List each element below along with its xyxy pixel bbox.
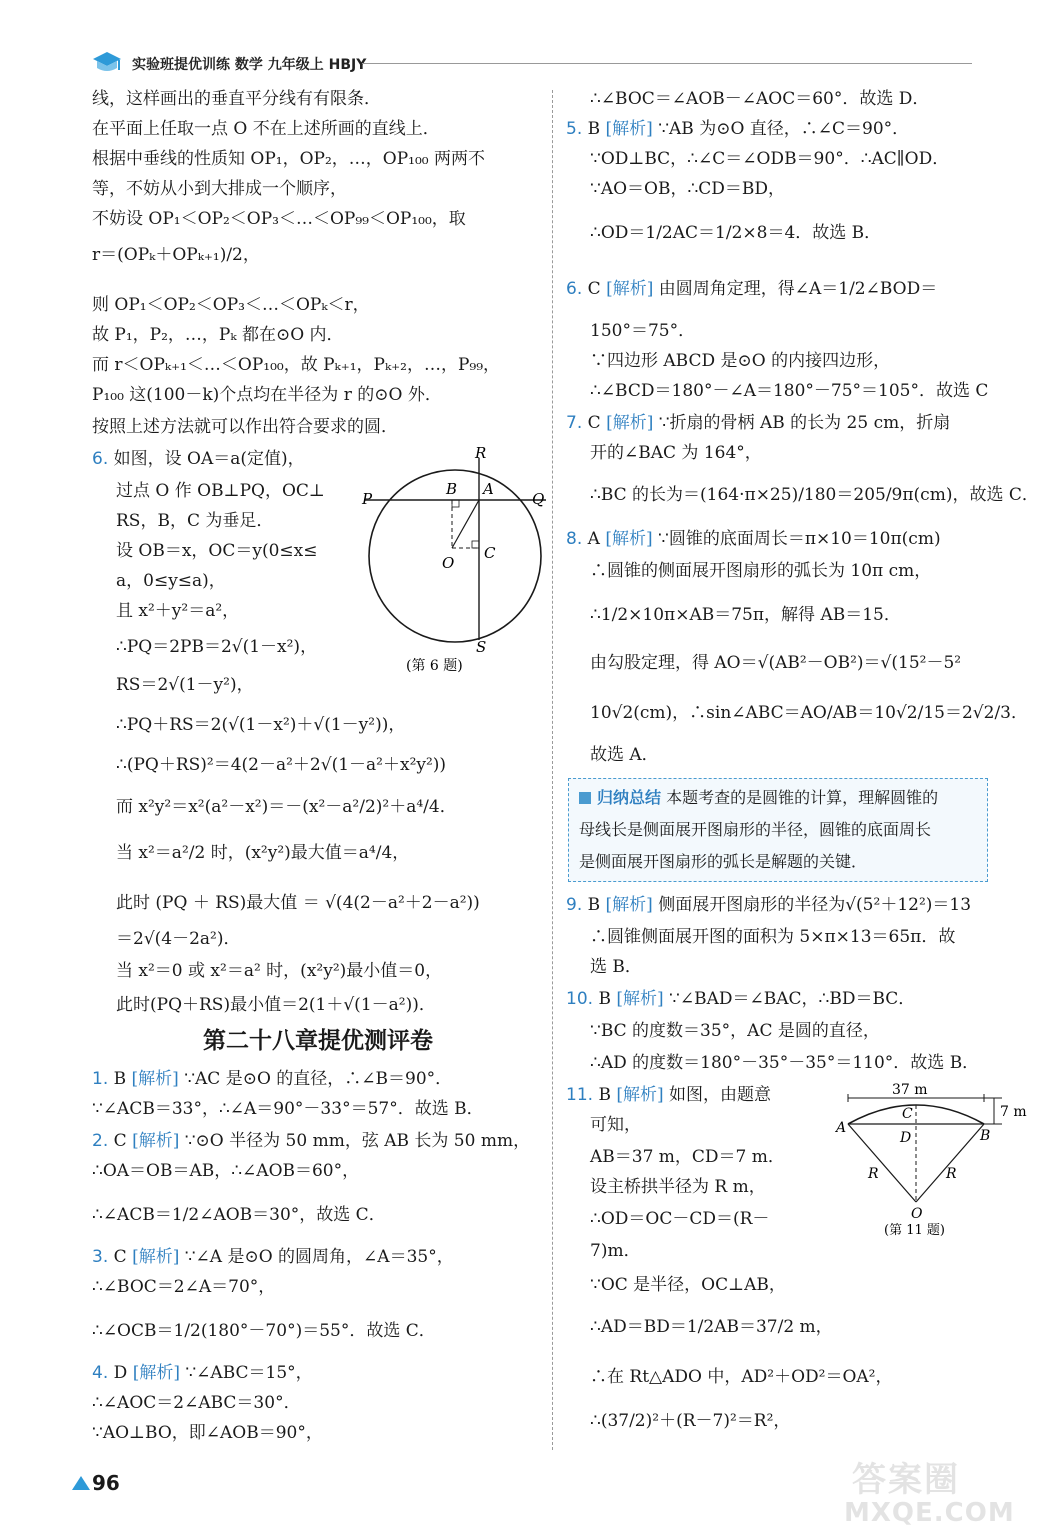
- label-A: A: [836, 1120, 847, 1136]
- answer-number: 1.: [92, 1069, 109, 1089]
- circle-diagram: [360, 444, 550, 676]
- label-O: O: [442, 554, 455, 572]
- analysis-tag: [解析]: [605, 895, 653, 915]
- text-line: ∴∠BOC＝∠AOB－∠AOC＝60°．故选 D．: [590, 89, 930, 109]
- text-line: 根据中垂线的性质知 OP₁，OP₂，…，OP₁₀₀ 两两不: [92, 149, 486, 169]
- answer-4: [92, 1362, 313, 1384]
- answer-choice: B: [113, 1069, 127, 1089]
- answer-10: [566, 988, 915, 1010]
- page-number: 96: [92, 1471, 120, 1495]
- answer-choice: C: [587, 413, 601, 433]
- answer-choice: A: [587, 529, 600, 549]
- summary-icon: [579, 792, 591, 804]
- text-line: ∵四边形 ABCD 是⊙O 的内接四边形，: [590, 351, 891, 371]
- text-line: 在平面上任取一点 O 不在上述所画的直线上．: [92, 119, 440, 139]
- text-line: AB＝37 m，CD＝7 m．: [590, 1147, 785, 1167]
- analysis-tag: [解析]: [132, 1131, 180, 1151]
- label-R-right: R: [946, 1166, 957, 1182]
- left-answers: [92, 1064, 544, 1454]
- text-line: 线，这样画出的垂直平分线有有限条．: [92, 89, 381, 109]
- text-line: ∵AO⊥BO，即∠AOB＝90°，: [92, 1423, 323, 1443]
- figure-caption: (第 11 题): [884, 1223, 945, 1238]
- answer-number: 2.: [92, 1131, 109, 1151]
- answer-number: 3.: [92, 1247, 109, 1267]
- answer-2: [92, 1130, 530, 1152]
- text-line: ∴OD＝1/2AC＝1/2×8＝4．故选 B．: [590, 223, 882, 243]
- figure-caption: (第 6 题): [406, 658, 463, 674]
- text-line: ∴∠BOC＝2∠A＝70°，: [92, 1277, 276, 1297]
- label-P: P: [362, 490, 373, 508]
- text-line: ∵AB 为⊙O 直径，∴∠C＝90°．: [658, 119, 910, 139]
- text-line: 当 x²＝0 或 x²＝a² 时，(x²y²)最小值＝0，: [116, 961, 443, 981]
- summary-tag: 归纳总结: [597, 788, 662, 807]
- answer-8: [566, 528, 941, 550]
- text-line: ∵∠ABC＝15°，: [185, 1363, 313, 1383]
- text-line: ∵AO＝OB，∴CD＝BD，: [590, 179, 786, 199]
- text-line: 150°＝75°．: [590, 321, 696, 341]
- answer-number: 11.: [566, 1085, 594, 1105]
- text-line: 按照上述方法就可以作出符合要求的圆．: [92, 417, 398, 437]
- watermark-text: 答案圈: [852, 1460, 960, 1500]
- text-line: 且 x²＋y²＝a²，: [116, 601, 240, 621]
- text-line: ∵BC 的度数＝35°，AC 是圆的直径，: [590, 1021, 880, 1041]
- width-label: 37 m: [892, 1082, 928, 1098]
- chapter-title: 第二十八章提优测评卷: [203, 1028, 433, 1054]
- text-line: ∴∠ACB＝1/2∠AOB＝30°，故选 C．: [92, 1205, 386, 1225]
- text-line: 由圆周角定理，得∠A＝1/2∠BOD＝: [658, 279, 938, 299]
- text-line: ∵折扇的骨柄 AB 的长为 25 cm，折扇: [658, 413, 951, 433]
- analysis-tag: [解析]: [605, 529, 653, 549]
- text-line: 由勾股定理，得 AO＝√(AB²－OB²)＝√(15²－5²: [590, 653, 962, 673]
- text-line: 过点 O 作 OB⊥PQ，OC⊥: [116, 481, 325, 501]
- book-logo-icon: [92, 50, 122, 76]
- answer-choice: B: [587, 895, 601, 915]
- text-line: ∵OD⊥BC，∴∠C＝∠ODB＝90°．∴AC∥OD．: [590, 149, 950, 169]
- label-R-left: R: [868, 1166, 879, 1182]
- analysis-tag: [解析]: [606, 413, 654, 433]
- text-line: ∴OD＝OC－CD＝(R－: [590, 1209, 770, 1229]
- text-line: ∴OA＝OB＝AB，∴∠AOB＝60°，: [92, 1161, 360, 1181]
- summary-line: [579, 787, 938, 809]
- text-line: 如图，由题意: [669, 1085, 772, 1105]
- label-O: O: [911, 1206, 923, 1222]
- text-line: ∴圆锥的侧面展开图扇形的弧长为 10π cm，: [590, 561, 932, 581]
- text-line: 母线长是侧面展开图扇形的半径，圆锥的底面周长: [579, 820, 932, 839]
- book-title: 实验班提优训练 数学 九年级上 HBJY: [132, 57, 367, 73]
- text-line: ∵AC 是⊙O 的直径，∴∠B＝90°．: [184, 1069, 453, 1089]
- analysis-tag: [解析]: [131, 1069, 179, 1089]
- text-line: 故 P₁，P₂，…，Pₖ 都在⊙O 内．: [92, 325, 344, 345]
- text-line: ∴(PQ＋RS)²＝4(2－a²＋2√(1－a²＋x²y²)): [116, 755, 447, 775]
- text-line: P₁₀₀ 这(100－k)个点均在半径为 r 的⊙O 外．: [92, 385, 442, 405]
- header-rule: [362, 63, 972, 64]
- answer-1: [92, 1068, 452, 1090]
- question-6-first-line: [92, 448, 305, 470]
- text-line: 则 OP₁＜OP₂＜OP₃＜…＜OPₖ＜r，: [92, 295, 370, 315]
- answer-choice: B: [587, 119, 601, 139]
- answer-number: 6.: [566, 279, 583, 299]
- label-A: A: [483, 480, 494, 498]
- figure-q11: [834, 1080, 1027, 1240]
- answer-choice: C: [113, 1131, 127, 1151]
- text-line: ∴PQ＋RS＝2(√(1－x²)＋√(1－y²))，: [116, 715, 406, 735]
- analysis-tag: [解析]: [616, 989, 664, 1009]
- analysis-tag: [解析]: [132, 1363, 180, 1383]
- text-line: 此时 (PQ ＋ RS)最大值 ＝ √(4(2－a²＋2－a²)): [116, 893, 480, 913]
- page-number-badge: [72, 1470, 132, 1500]
- text-line: 此时(PQ＋RS)最小值＝2(1＋√(1－a²))．: [116, 995, 436, 1015]
- answer-number: 8.: [566, 529, 583, 549]
- answer-5: [566, 118, 909, 140]
- text-line: 侧面展开图扇形的半径为√(5²＋12²)＝13: [658, 895, 972, 915]
- text-line: ∵圆锥的底面周长＝π×10＝10π(cm): [658, 529, 941, 549]
- page-header: [92, 48, 982, 78]
- answer-choice: B: [598, 989, 611, 1009]
- watermark-url: MXQE.COM: [844, 1498, 1015, 1528]
- text-line: ∴AD 的度数＝180°－35°－35°＝110°．故选 B．: [590, 1053, 980, 1073]
- text-line: r＝(OPₖ＋OPₖ₊₁)/2，: [92, 245, 260, 265]
- answer-3: [92, 1246, 454, 1268]
- text-line: ∴∠BCD＝180°－∠A＝180°－75°＝105°．故选 C: [590, 381, 989, 401]
- text-line: ∵⊙O 半径为 50 mm，弦 AB 长为 50 mm，: [184, 1131, 531, 1151]
- text-line: RS＝2√(1－y²)，: [116, 675, 254, 695]
- text-line: 如图，设 OA＝a(定值)，: [113, 449, 305, 469]
- answer-6: [566, 278, 937, 300]
- text-line: ∴1/2×10π×AB＝75π，解得 AB＝15．: [590, 605, 901, 625]
- arrow-up-icon: [72, 1476, 90, 1490]
- text-line: 而 x²y²＝x²(a²－x²)＝－(x²－a²/2)²＋a⁴/4．: [116, 797, 457, 817]
- label-D: D: [900, 1130, 912, 1146]
- text-line: 等，不妨从小到大排成一个顺序，: [92, 179, 347, 199]
- analysis-tag: [解析]: [616, 1085, 664, 1105]
- label-R: R: [475, 444, 487, 462]
- column-divider: [552, 90, 553, 1450]
- text-line: 当 x²＝a²/2 时，(x²y²)最大值＝a⁴/4，: [116, 843, 410, 863]
- text-line: RS，B，C 为垂足．: [116, 511, 274, 531]
- analysis-tag: [解析]: [605, 119, 653, 139]
- analysis-tag: [解析]: [606, 279, 654, 299]
- text-line: ∵∠A 是⊙O 的圆周角，∠A＝35°，: [184, 1247, 454, 1267]
- text-line: 而 r＜OPₖ₊₁＜…＜OP₁₀₀，故 Pₖ₊₁，Pₖ₊₂，…，P₉₉，: [92, 355, 501, 375]
- text-line: 本题考查的是圆锥的计算，理解圆锥的: [666, 788, 939, 807]
- answer-number: 4.: [92, 1363, 109, 1383]
- text-line: ∴∠OCB＝1/2(180°－70°)＝55°．故选 C．: [92, 1321, 436, 1341]
- text-line: 设 OB＝x，OC＝y(0≤x≤: [116, 541, 318, 561]
- question-number: 6.: [92, 449, 109, 469]
- text-line: ∴圆锥侧面展开图的面积为 5×π×13＝65π．故: [590, 927, 956, 947]
- summary-box: [568, 778, 988, 882]
- answer-number: 10.: [566, 989, 594, 1009]
- height-label: 7 m: [1000, 1104, 1027, 1120]
- text-line: ∴BC 的长为＝(164·π×25)/180＝205/9π(cm)，故选 C．: [590, 485, 1039, 505]
- answer-9: [566, 894, 971, 916]
- answer-number: 7.: [566, 413, 583, 433]
- text-line: 设主桥拱半径为 R m，: [590, 1177, 766, 1197]
- answer-number: 5.: [566, 119, 583, 139]
- text-line: 故选 A．: [590, 745, 659, 765]
- text-line: 选 B．: [590, 957, 642, 977]
- label-S: S: [476, 638, 487, 656]
- text-line: 可知，: [590, 1115, 641, 1135]
- answer-11: [566, 1084, 771, 1106]
- text-line: ∴在 Rt△ADO 中，AD²＋OD²＝OA²，: [590, 1367, 893, 1387]
- watermark: [830, 1452, 1020, 1532]
- bridge-arch-diagram: [834, 1080, 1027, 1240]
- text-line: 不妨设 OP₁＜OP₂＜OP₃＜…＜OP₉₉＜OP₁₀₀，取: [92, 209, 466, 229]
- text-line: 10√2(cm)，∴sin∠ABC＝AO/AB＝10√2/15＝2√2/3．: [590, 703, 1028, 723]
- text-line: ∴AD＝BD＝1/2AB＝37/2 m，: [590, 1317, 833, 1337]
- label-C: C: [902, 1106, 913, 1122]
- answer-choice: B: [598, 1085, 611, 1105]
- answer-number: 9.: [566, 895, 583, 915]
- text-line: 7)m．: [590, 1241, 641, 1261]
- text-line: ＝2√(4－2a²)．: [116, 929, 241, 949]
- answer-choice: D: [113, 1363, 128, 1383]
- text-line: 是侧面展开图扇形的弧长是解题的关键．: [579, 852, 868, 871]
- analysis-tag: [解析]: [132, 1247, 180, 1267]
- label-B: B: [446, 480, 458, 498]
- text-line: ∵∠BAD＝∠BAC，∴BD＝BC．: [669, 989, 916, 1009]
- text-line: ∴(37/2)²＋(R－7)²＝R²，: [590, 1411, 791, 1431]
- answer-choice: C: [113, 1247, 127, 1267]
- answer-choice: C: [587, 279, 601, 299]
- text-line: a，0≤y≤a)，: [116, 571, 226, 591]
- text-line: ∴∠AOC＝2∠ABC＝30°．: [92, 1393, 301, 1413]
- answer-7: [566, 412, 950, 434]
- label-Q: Q: [532, 490, 545, 508]
- text-line: ∵∠ACB＝33°，∴∠A＝90°－33°＝57°．故选 B．: [92, 1099, 484, 1119]
- text-line: ∴PQ＝2PB＝2√(1－x²)，: [116, 637, 318, 657]
- text-line: ∵OC 是半径，OC⊥AB，: [590, 1275, 786, 1295]
- label-C: C: [484, 544, 496, 562]
- label-B: B: [980, 1128, 991, 1144]
- figure-q6: [360, 444, 550, 676]
- text-line: 开的∠BAC 为 164°，: [590, 443, 762, 463]
